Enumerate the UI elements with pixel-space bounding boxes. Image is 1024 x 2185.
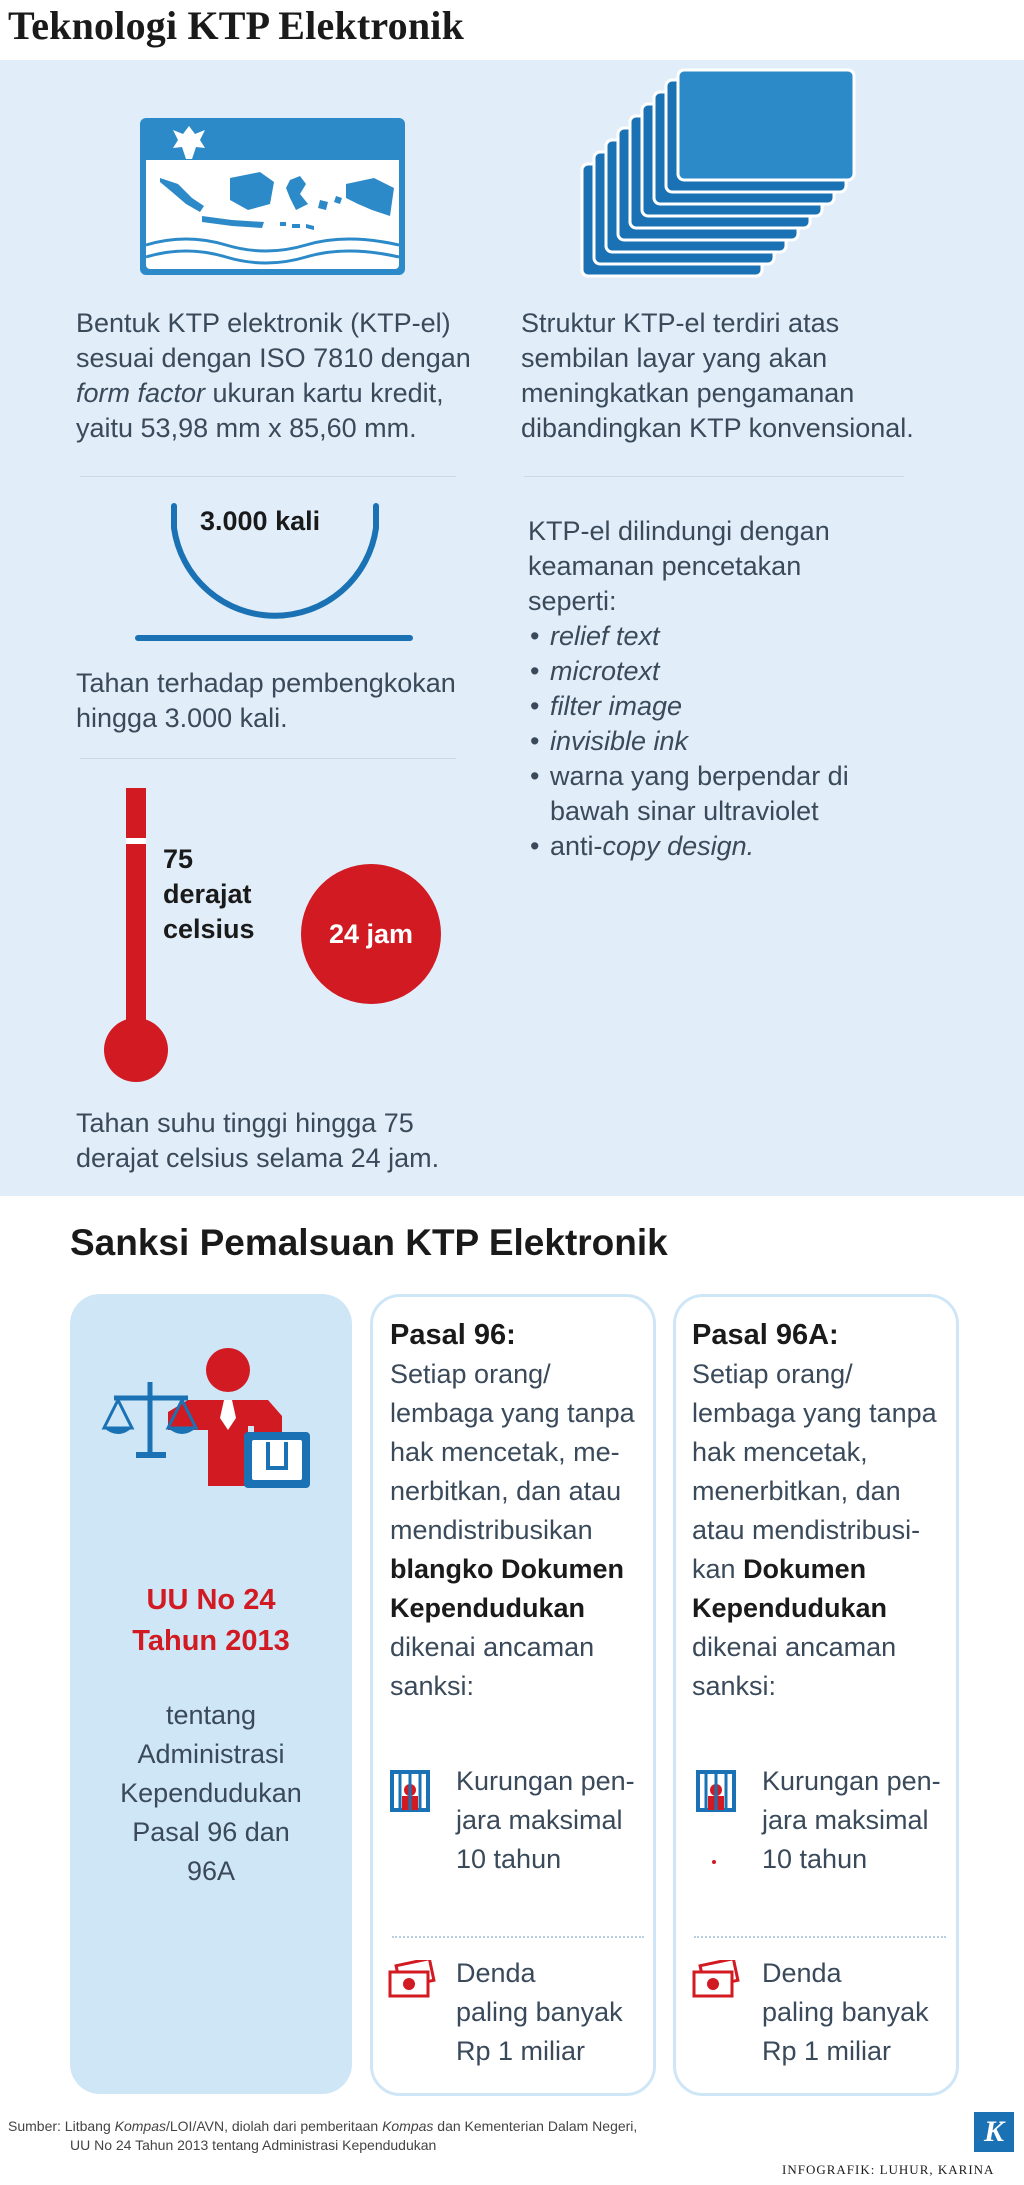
temperature-text — [76, 1106, 536, 1176]
source-note — [8, 2117, 908, 2155]
page-title: Teknologi KTP Elektronik — [8, 3, 465, 48]
layers-text — [521, 306, 951, 446]
form-factor-text — [76, 306, 496, 446]
pasal-line: atau mendistribusi- — [692, 1515, 921, 1545]
security-feature-item — [528, 829, 948, 864]
money-icon — [388, 1960, 436, 2000]
security-feature-text: warna yang berpendar di — [550, 761, 849, 791]
layers-line: dibandingkan KTP konvensional. — [521, 413, 914, 443]
fine-line: paling banyak — [456, 1997, 623, 2027]
law-name-line: Tahun 2013 — [132, 1625, 290, 1657]
divider — [392, 1936, 644, 1938]
temperature-label — [163, 842, 255, 947]
temperature-unit: celsius — [163, 914, 255, 944]
prison-line: Kurungan pen- — [762, 1766, 941, 1796]
temperature-line: Tahan suhu tinggi hingga 75 — [76, 1108, 414, 1138]
pasal-line: Setiap orang/ — [390, 1359, 551, 1389]
divider — [80, 758, 456, 759]
divider — [524, 476, 904, 477]
bending-text — [76, 666, 496, 736]
pasal-line: lembaga yang tanpa — [692, 1398, 937, 1428]
pasal-line — [692, 1550, 954, 1589]
security-feature-item — [528, 689, 948, 724]
bending-badge: 3.000 kali — [200, 506, 321, 536]
source-text: dan Kementerian Dalam Negeri, — [433, 2118, 638, 2134]
red-dot — [712, 1860, 716, 1864]
fine-line: paling banyak — [762, 1997, 929, 2027]
layers-line: Struktur KTP-el terdiri atas — [521, 308, 840, 338]
law-description — [70, 1696, 352, 1891]
divider — [80, 476, 456, 477]
prison-icon — [696, 1770, 736, 1814]
pasal-line: dikenai ancaman — [390, 1632, 595, 1662]
pasal-line: nerbitkan, dan atau — [390, 1476, 622, 1506]
form-factor-line — [76, 376, 496, 411]
law-name — [70, 1580, 352, 1662]
security-feature-text: anti- — [550, 831, 603, 861]
prison-line: Kurungan pen- — [456, 1766, 635, 1796]
prison-line: jara maksimal — [762, 1805, 929, 1835]
duration-badge: 24 jam — [301, 864, 441, 1004]
form-factor-line-rest: ukuran kartu kredit, — [205, 378, 444, 408]
layers-line: sembilan layar yang akan — [521, 343, 828, 373]
pasal-96a-heading: Pasal 96A: — [692, 1319, 839, 1351]
security-feature-text: relief text — [550, 621, 660, 651]
infographic-credit: INFOGRAFIK: LUHUR, KARINA — [782, 2162, 995, 2177]
law-desc-line: Pasal 96 dan — [132, 1817, 290, 1847]
pasal-bold-inline: Dokumen — [743, 1554, 867, 1584]
pasal-line: menerbitkan, dan — [692, 1476, 901, 1506]
security-feature-item — [528, 759, 948, 829]
pasal-line: mendistribusikan — [390, 1515, 593, 1545]
pasal-bold-line: Kependudukan — [390, 1593, 586, 1623]
temperature-line: derajat celsius selama 24 jam. — [76, 1143, 440, 1173]
security-feature-emphasis: copy design. — [602, 831, 755, 861]
security-feature-text: filter image — [550, 691, 683, 721]
source-line: UU No 24 Tahun 2013 tentang Administrasi Kependudukan — [70, 2137, 437, 2153]
law-desc-line: Administrasi — [137, 1739, 285, 1769]
security-feature-text: invisible ink — [550, 726, 689, 756]
printing-security-text — [528, 514, 948, 864]
pasal-96-heading: Pasal 96: — [390, 1319, 516, 1351]
money-icon — [692, 1960, 740, 2000]
security-feature-list — [528, 619, 948, 864]
pasal-bold-line: Kependudukan — [692, 1593, 888, 1623]
pasal-line: hak mencetak, me- — [390, 1437, 620, 1467]
law-desc-line: Kependudukan — [120, 1778, 302, 1808]
security-feature-item — [528, 724, 948, 759]
source-emphasis: Kompas — [114, 2118, 166, 2134]
law-name-line: UU No 24 — [146, 1584, 276, 1616]
bending-line: Tahan terhadap pembengkokan — [76, 668, 456, 698]
ktp-card-illustration — [140, 118, 405, 275]
source-emphasis: Kompas — [382, 2118, 434, 2134]
security-line: keamanan pencetakan — [528, 551, 802, 581]
pasal-96-prison — [456, 1762, 656, 1879]
pasal-line: hak mencetak, — [692, 1437, 868, 1467]
security-feature-item — [528, 619, 948, 654]
security-line: KTP-el dilindungi dengan — [528, 516, 830, 546]
divider — [694, 1936, 946, 1938]
pasal-line: sanksi: — [692, 1671, 777, 1701]
temperature-value: 75 — [163, 844, 194, 874]
prison-line: 10 tahun — [762, 1844, 868, 1874]
security-feature-text: microtext — [550, 656, 660, 686]
pasal-96-text — [390, 1316, 652, 1706]
security-feature-text: bawah sinar ultraviolet — [550, 796, 819, 826]
law-desc-line: 96A — [186, 1856, 236, 1886]
fine-line: Rp 1 miliar — [762, 2036, 892, 2066]
judge-law-icon — [100, 1342, 320, 1500]
form-factor-line: sesuai dengan ISO 7810 dengan — [76, 343, 471, 373]
prison-icon — [390, 1770, 430, 1814]
pasal-96a-fine — [762, 1954, 962, 2071]
layers-line: meningkatkan pengamanan — [521, 378, 855, 408]
pasal-bold-line: blangko Dokumen — [390, 1554, 625, 1584]
fine-line: Rp 1 miliar — [456, 2036, 586, 2066]
pasal-line: dikenai ancaman — [692, 1632, 897, 1662]
source-line — [8, 2117, 908, 2136]
form-factor-emphasis: form factor — [76, 378, 206, 408]
prison-line: 10 tahun — [456, 1844, 562, 1874]
source-text: /LOI/AVN, diolah dari pemberitaan — [165, 2118, 383, 2134]
sanctions-title: Sanksi Pemalsuan KTP Elektronik — [70, 1222, 668, 1263]
source-text: Sumber: Litbang — [8, 2118, 115, 2134]
security-feature-item — [528, 654, 948, 689]
bending-line: hingga 3.000 kali. — [76, 703, 288, 733]
pasal-line: lembaga yang tanpa — [390, 1398, 635, 1428]
fine-line: Denda — [762, 1958, 842, 1988]
pasal-96a-text — [692, 1316, 954, 1706]
form-factor-line: Bentuk KTP elektronik (KTP-el) — [76, 308, 451, 338]
layered-cards-illustration — [578, 68, 858, 288]
pasal-line: Setiap orang/ — [692, 1359, 853, 1389]
kompas-logo: K — [974, 2112, 1014, 2152]
temperature-unit: derajat — [163, 879, 252, 909]
pasal-96-fine — [456, 1954, 656, 2071]
form-factor-line: yaitu 53,98 mm x 85,60 mm. — [76, 413, 417, 443]
pasal-line: sanksi: — [390, 1671, 475, 1701]
security-line: seperti: — [528, 586, 617, 616]
pasal-line-part: kan — [692, 1554, 736, 1584]
fine-line: Denda — [456, 1958, 536, 1988]
pasal-96a-prison — [762, 1762, 962, 1879]
prison-line: jara maksimal — [456, 1805, 623, 1835]
law-desc-line: tentang — [165, 1700, 257, 1730]
